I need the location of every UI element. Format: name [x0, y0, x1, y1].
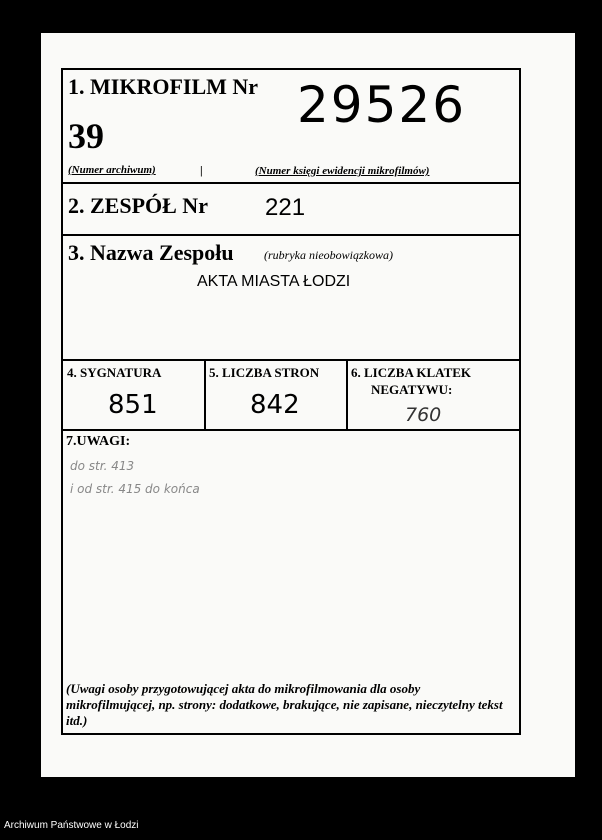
- fonds-name-label: 3. Nazwa Zespołu: [68, 240, 234, 265]
- divider: [204, 359, 206, 431]
- fonds-label: 2. ZESPÓŁ Nr: [68, 193, 208, 218]
- pages-value: 842: [250, 390, 300, 420]
- fonds-name-value: AKTA MIASTA ŁODZI: [197, 273, 351, 290]
- divider: [346, 359, 348, 431]
- frames-label-1: 6. LICZBA KLATEK: [351, 365, 472, 380]
- caption-separator: |: [200, 163, 203, 177]
- remarks-label: 7.UWAGI:: [66, 434, 131, 449]
- divider: [61, 429, 521, 431]
- remarks-instruction: (Uwagi osoby przygotowującej akta do mikrofilmowania dla osoby mikrofilmującej, np. strony: dodatkowe, brakujące, nie zapisane, nieczytelny tekst itd.): [66, 681, 503, 728]
- divider: [61, 234, 521, 236]
- remarks-line-2: i od str. 415 do końca: [70, 482, 200, 496]
- optional-note: (rubryka nieobowiązkowa): [264, 248, 393, 262]
- register-number: 29526: [297, 76, 467, 134]
- frames-label-2: NEGATYWU:: [371, 382, 453, 397]
- register-caption: (Numer księgi ewidencji mikrofilmów): [255, 165, 430, 177]
- pages-label: 5. LICZBA STRON: [209, 365, 320, 380]
- microfilm-label: 1. MIKROFILM Nr: [68, 74, 259, 99]
- divider: [61, 182, 521, 184]
- fonds-number: 221: [265, 194, 306, 221]
- footer-archive-name: Archiwum Państwowe w Łodzi: [4, 820, 139, 831]
- signature-label: 4. SYGNATURA: [67, 365, 162, 380]
- archive-number: 39: [68, 116, 104, 156]
- divider: [61, 359, 521, 361]
- frames-value: 760: [405, 404, 442, 426]
- archive-number-caption: (Numer archiwum): [68, 164, 156, 176]
- remarks-line-1: do str. 413: [70, 459, 135, 473]
- signature-value: 851: [108, 390, 158, 420]
